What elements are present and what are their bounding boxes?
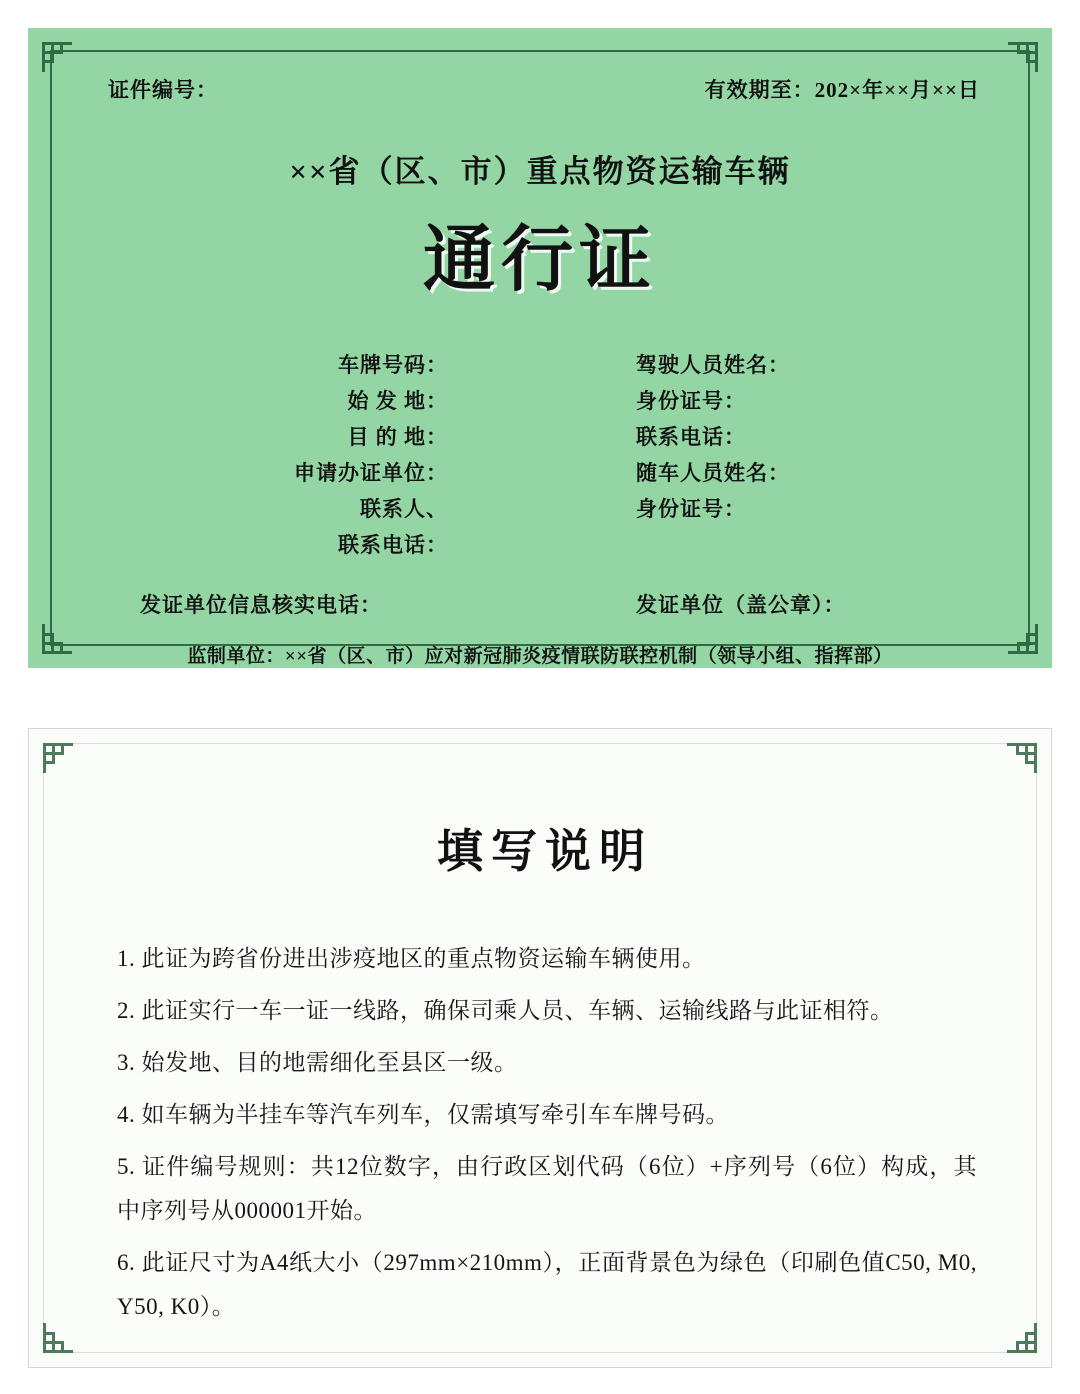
pass-card-fields	[84, 347, 996, 563]
field-origin: 始 发 地：	[347, 389, 448, 413]
pass-certificate-card	[28, 28, 1052, 668]
notes-corner-ornament-top-right-icon	[1007, 743, 1037, 773]
corner-ornament-bottom-right-icon	[1008, 624, 1038, 654]
instructions-content	[95, 785, 995, 1327]
notes-corner-ornament-top-left-icon	[43, 743, 73, 773]
list-item: 5. 证件编号规则：共12位数字，由行政区划代码（6位）+序列号（6位）构成，其中序列号从000001开始。	[117, 1154, 977, 1223]
field-driver-phone: 联系电话：	[636, 425, 746, 449]
notes-corner-ornament-bottom-right-icon	[1007, 1323, 1037, 1353]
field-escort-id-number: 身份证号：	[636, 497, 746, 521]
pass-card-fields-right-column	[546, 347, 972, 563]
issuer-verify-phone-label: 发证单位信息核实电话：	[140, 593, 382, 617]
list-item: 3. 始发地、目的地需细化至县区一级。	[117, 1050, 518, 1075]
field-plate-number: 车牌号码：	[338, 353, 448, 377]
corner-ornament-top-left-icon	[42, 42, 72, 72]
list-item: 1. 此证为跨省份进出涉疫地区的重点物资运输车辆使用。	[117, 946, 706, 971]
field-contact-phone: 联系电话：	[338, 533, 448, 557]
instructions-title: 填写说明	[437, 826, 653, 877]
instructions-list	[95, 937, 995, 1329]
field-driver-id-number: 身份证号：	[636, 389, 746, 413]
field-applicant-organization: 申请办证单位：	[294, 461, 448, 485]
certificate-number-label: 证件编号：	[108, 78, 218, 102]
field-driver-name: 驾驶人员姓名：	[636, 353, 790, 377]
pass-card-issuer-row	[84, 589, 996, 619]
pass-card-main-title: 通行证	[422, 220, 657, 300]
issuer-seal-label: 发证单位（盖公章）：	[636, 593, 846, 617]
list-item: 4. 如车辆为半挂车等汽车列车，仅需填写牵引车车牌号码。	[117, 1102, 729, 1127]
pass-card-topline	[84, 74, 996, 104]
field-destination: 目 的 地：	[347, 425, 448, 449]
notes-corner-ornament-bottom-left-icon	[43, 1323, 73, 1353]
list-item: 6. 此证尺寸为A4纸大小（297mm×210mm），正面背景色为绿色（印刷色值C50, M0, Y50, K0）。	[117, 1250, 977, 1319]
instructions-card	[28, 728, 1052, 1368]
pass-card-content	[84, 74, 996, 667]
corner-ornament-top-right-icon	[1008, 42, 1038, 72]
validity-date-label: 有效期至：202×年××月××日	[704, 78, 980, 102]
field-escort-name: 随车人员姓名：	[636, 461, 790, 485]
pass-card-subtitle: ××省（区、市）重点物资运输车辆	[289, 154, 791, 189]
field-contact-person: 联系人、	[360, 497, 448, 521]
supervisor-organization-line: 监制单位：××省（区、市）应对新冠肺炎疫情联防联控机制（领导小组、指挥部）	[187, 646, 893, 667]
pass-card-fields-left-column	[120, 347, 546, 563]
list-item: 2. 此证实行一车一证一线路，确保司乘人员、车辆、运输线路与此证相符。	[117, 998, 894, 1023]
corner-ornament-bottom-left-icon	[42, 624, 72, 654]
